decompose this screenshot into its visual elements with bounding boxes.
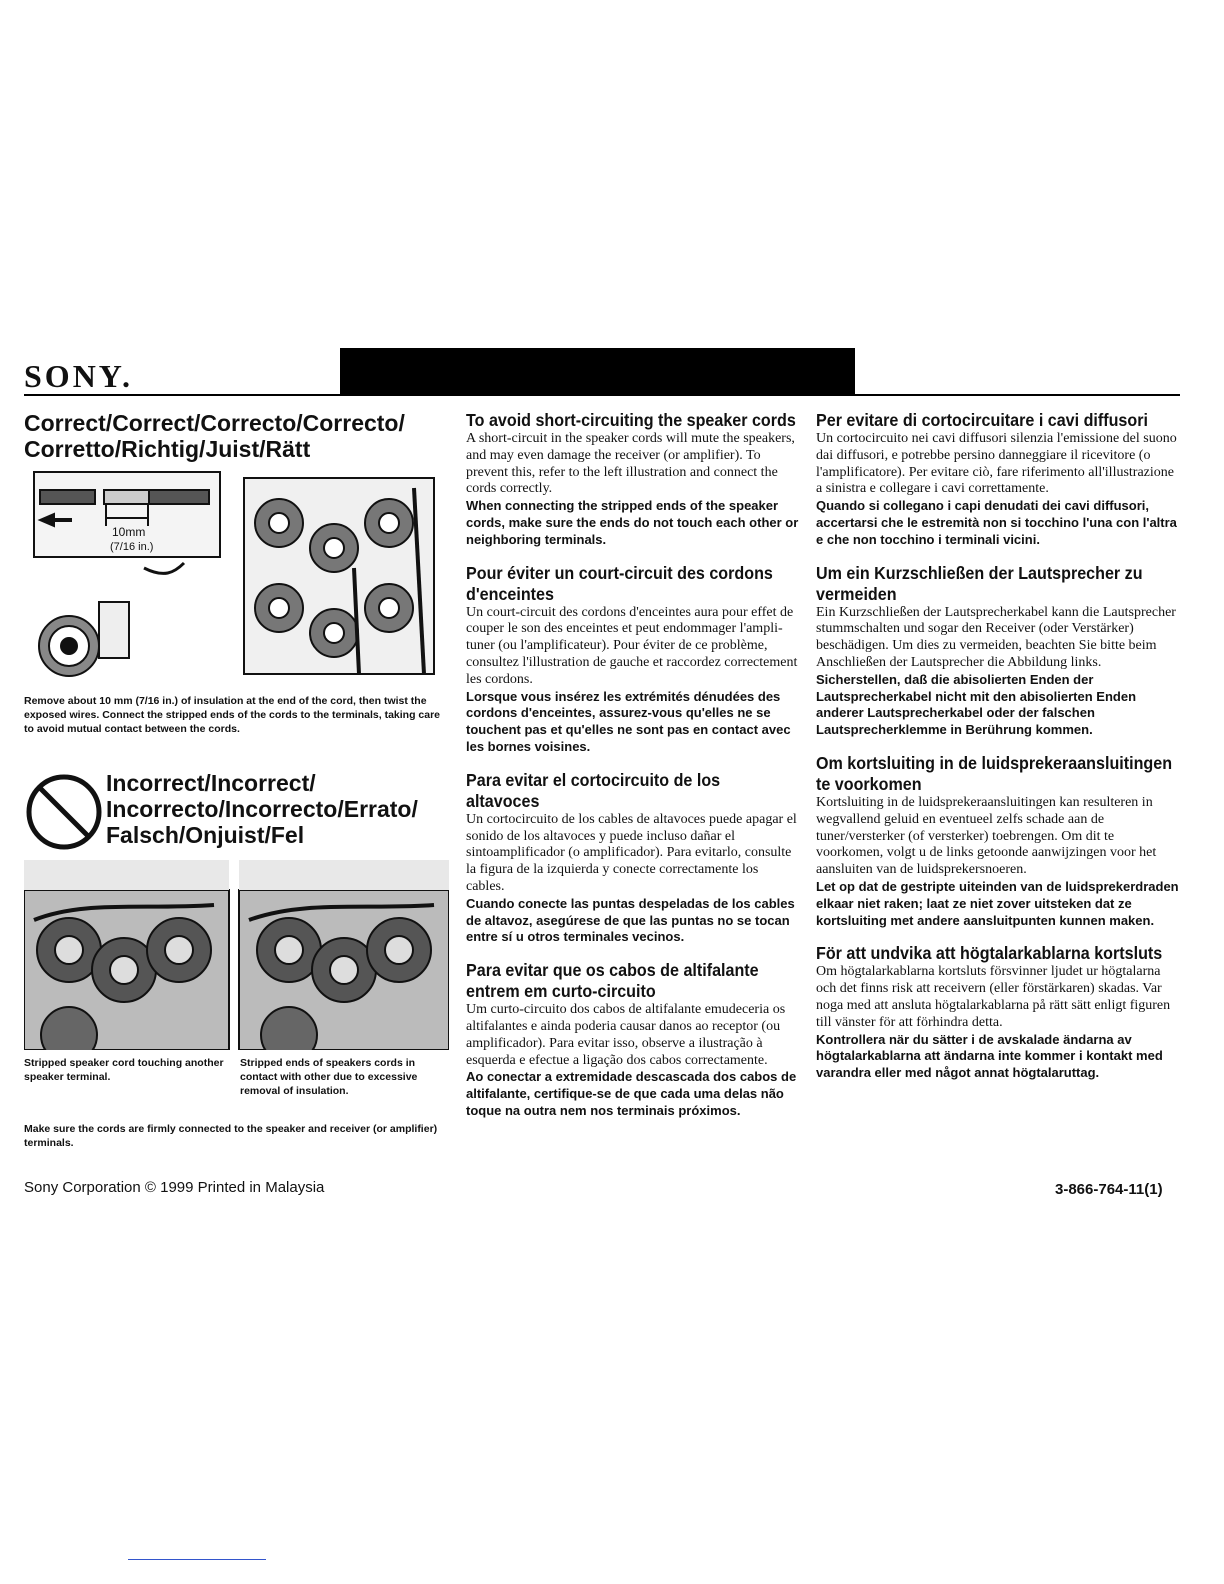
- incorrect-caption-right: Stripped ends of speakers cords in contact with other due to excessive removal of insulation.: [240, 1057, 418, 1097]
- section-warning: Quando si collegano i capi denudati dei cavi diffusori, accertarsi che le estremità non si tocchino l'una con l'altra e che non tocchino i terminali vicini.: [816, 498, 1177, 547]
- section-body: Un cortocircuito nei cavi diffusori silenzia l'emissione del suono dai diffusori, e potrebbe persino danneggiare il ricevitore (o l'amplificatore). Per evitare ciò, fare riferimento all'illustrazione a sinistra e collegare i cavi correttamente.: [816, 431, 1177, 497]
- section-body: Ein Kurzschließen der Lautsprecherkabel kann die Lautsprecher stummschalten und sogar den Receiver (oder Verstärker) beschädigen. Um dies zu vermeiden, beachten Sie bitte beim Anschließen der Lautsprecher die Abbildung links.: [816, 604, 1176, 670]
- prohibition-icon: [24, 772, 104, 852]
- dim-mm-label: 10mm: [112, 525, 146, 539]
- footer-copyright: Sony Corporation © 1999 Printed in Malaysia: [24, 1179, 325, 1196]
- section-body: Kortsluiting in de luidsprekeraansluitingen kan resulteren in wegvallend geluid en eventueel zelfs schade aan de tuner/versterker (of versterker) toebrengen. Om dit te voorkomen, volgt u de links getoonde aanwijzingen voor het aansluiten van de luidsprekersnoeren.: [816, 794, 1157, 878]
- section-body: Un cortocircuito de los cables de altavoces puede apagar el sonido de los altavoces y puede incluso dañar el sintoamplificador (o amplificador). Para evitarlo, consulte la figura de la izquierda y conecte correctamente los cables.: [466, 811, 797, 894]
- section-en: [466, 410, 799, 549]
- incorrect-caption-left: Stripped speaker cord touching another speaker terminal.: [24, 1057, 224, 1083]
- section-warning: Cuando conecte las puntas despeladas de los cables de altavoz, asegúrese de que las puntas no se tocan entre sí u otros terminales vecinos.: [466, 895, 795, 945]
- section-warning: Sicherstellen, daß die abisolierten Enden der Lautsprecherkabel nicht mit den abisolierten Enden anderer Lautsprecherkabel oder der falschen Lautsprecherklemme in Berührung kommen.: [816, 671, 1137, 738]
- section-title: För att undvika att högtalarkablarna kortsluts: [816, 943, 1163, 964]
- section-pt: [466, 960, 799, 1120]
- footer-link-rule: [128, 1559, 266, 1560]
- sony-logo: SONY.: [24, 358, 133, 394]
- section-es: [466, 770, 799, 946]
- section-warning: Kontrollera när du sätter i de avskalade ändarna av högtalarkablarna att ändarna inte kommer i kontakt med varandra eller med något annat högtalaruttag.: [816, 1031, 1163, 1081]
- section-title: Pour éviter un court-circuit des cordons d'enceintes: [466, 562, 773, 604]
- section-it: [816, 410, 1180, 549]
- dim-in-label: (7/16 in.): [110, 541, 154, 553]
- section-body: Un court-circuit des cordons d'enceintes aura pour effet de couper le son des enceintes et peut endommager l'ampli-tuner (ou l'amplificateur). Pour éviter de ce problème, consultez l'illustration de gauche et raccordez correctement les cordons.: [466, 604, 798, 687]
- left-column: [24, 410, 449, 462]
- section-body: Om högtalarkablarna kortsluts försvinner ljudet ur högtalarna och det finns risk att receivern (eller förstärkaren) skadas. Var noga med att ansluta högtalarkablarna på rätt sätt enligt figuren till vänster för att förhindra detta.: [816, 964, 1171, 1030]
- correct-heading: Correct/Correct/Correcto/Correcto/ Corretto/Richtig/Juist/Rätt: [24, 410, 405, 462]
- section-warning: Let op dat de gestripte uiteinden van de luidsprekerdraden elkaar niet raken; laat ze niet zover uitsteken dat ze kortsluiting met andere aansluitpunten kunnen maken.: [816, 878, 1179, 928]
- correct-wiring-illustration: [24, 468, 449, 686]
- section-title: Para evitar el cortocircuito de los altavoces: [466, 769, 721, 811]
- right-column: [816, 410, 1180, 1096]
- section-title: Om kortsluiting in de luidsprekeraansluitingen te voorkomen: [816, 752, 1173, 794]
- section-de: [816, 563, 1180, 739]
- correct-caption: Remove about 10 mm (7/16 in.) of insulation at the end of the cord, then twist the exposed wires. Connect the stripped ends of the cords to the terminals, taking care to avoid mutual contact between the cords.: [24, 695, 441, 735]
- section-body: Um curto-circuito dos cabos de altifalante emudeceria os altifalantes e ainda poderia causar danos ao receptor (ou amplificador). Para evitar isso, observe a ilustração à esquerda e efectue a ligação dos cabos correctamente.: [466, 1002, 786, 1068]
- incorrect-heading: Incorrect/Incorrect/ Incorrecto/Incorrecto/Errato/ Falsch/Onjuist/Fel: [106, 770, 418, 848]
- section-warning: Ao conectar a extremidade descascada dos cabos de altifalante, certifique-se de que cada uma delas não toque na outra nem nos terminais próximos.: [466, 1069, 797, 1118]
- section-nl: [816, 753, 1180, 929]
- section-body: A short-circuit in the speaker cords will mute the speakers, and may even damage the receiver (or amplifier). To prevent this, refer to the left illustration and connect the cords correctly.: [466, 431, 795, 497]
- firm-connection-note: Make sure the cords are firmly connected to the speaker and receiver (or amplifier) terminals.: [24, 1123, 438, 1149]
- part-number: 3-866-764-11(1): [1055, 1181, 1163, 1198]
- middle-column: [466, 410, 799, 1134]
- section-title: To avoid short-circuiting the speaker cords: [466, 410, 796, 430]
- incorrect-wiring-illustration: [24, 860, 449, 1050]
- redacted-header-bar: [340, 348, 855, 395]
- header-rule: [24, 394, 1180, 396]
- section-title: Um ein Kurzschließen der Lautsprecher zu vermeiden: [816, 562, 1143, 604]
- section-warning: Lorsque vous insérez les extrémités dénudées des cordons d'enceintes, assurez-vous qu'elles ne se touchent pas et qu'elles ne sont pas en contact avec les bornes voisines.: [466, 688, 791, 754]
- section-title: Para evitar que os cabos de altifalante entrem em curto-circuito: [466, 960, 759, 1002]
- section-sv: [816, 943, 1180, 1082]
- section-title: Per evitare di cortocircuitare i cavi diffusori: [816, 410, 1148, 430]
- section-warning: When connecting the stripped ends of the speaker cords, make sure the ends do not touch each other or neighboring terminals.: [466, 498, 799, 547]
- section-fr: [466, 563, 799, 756]
